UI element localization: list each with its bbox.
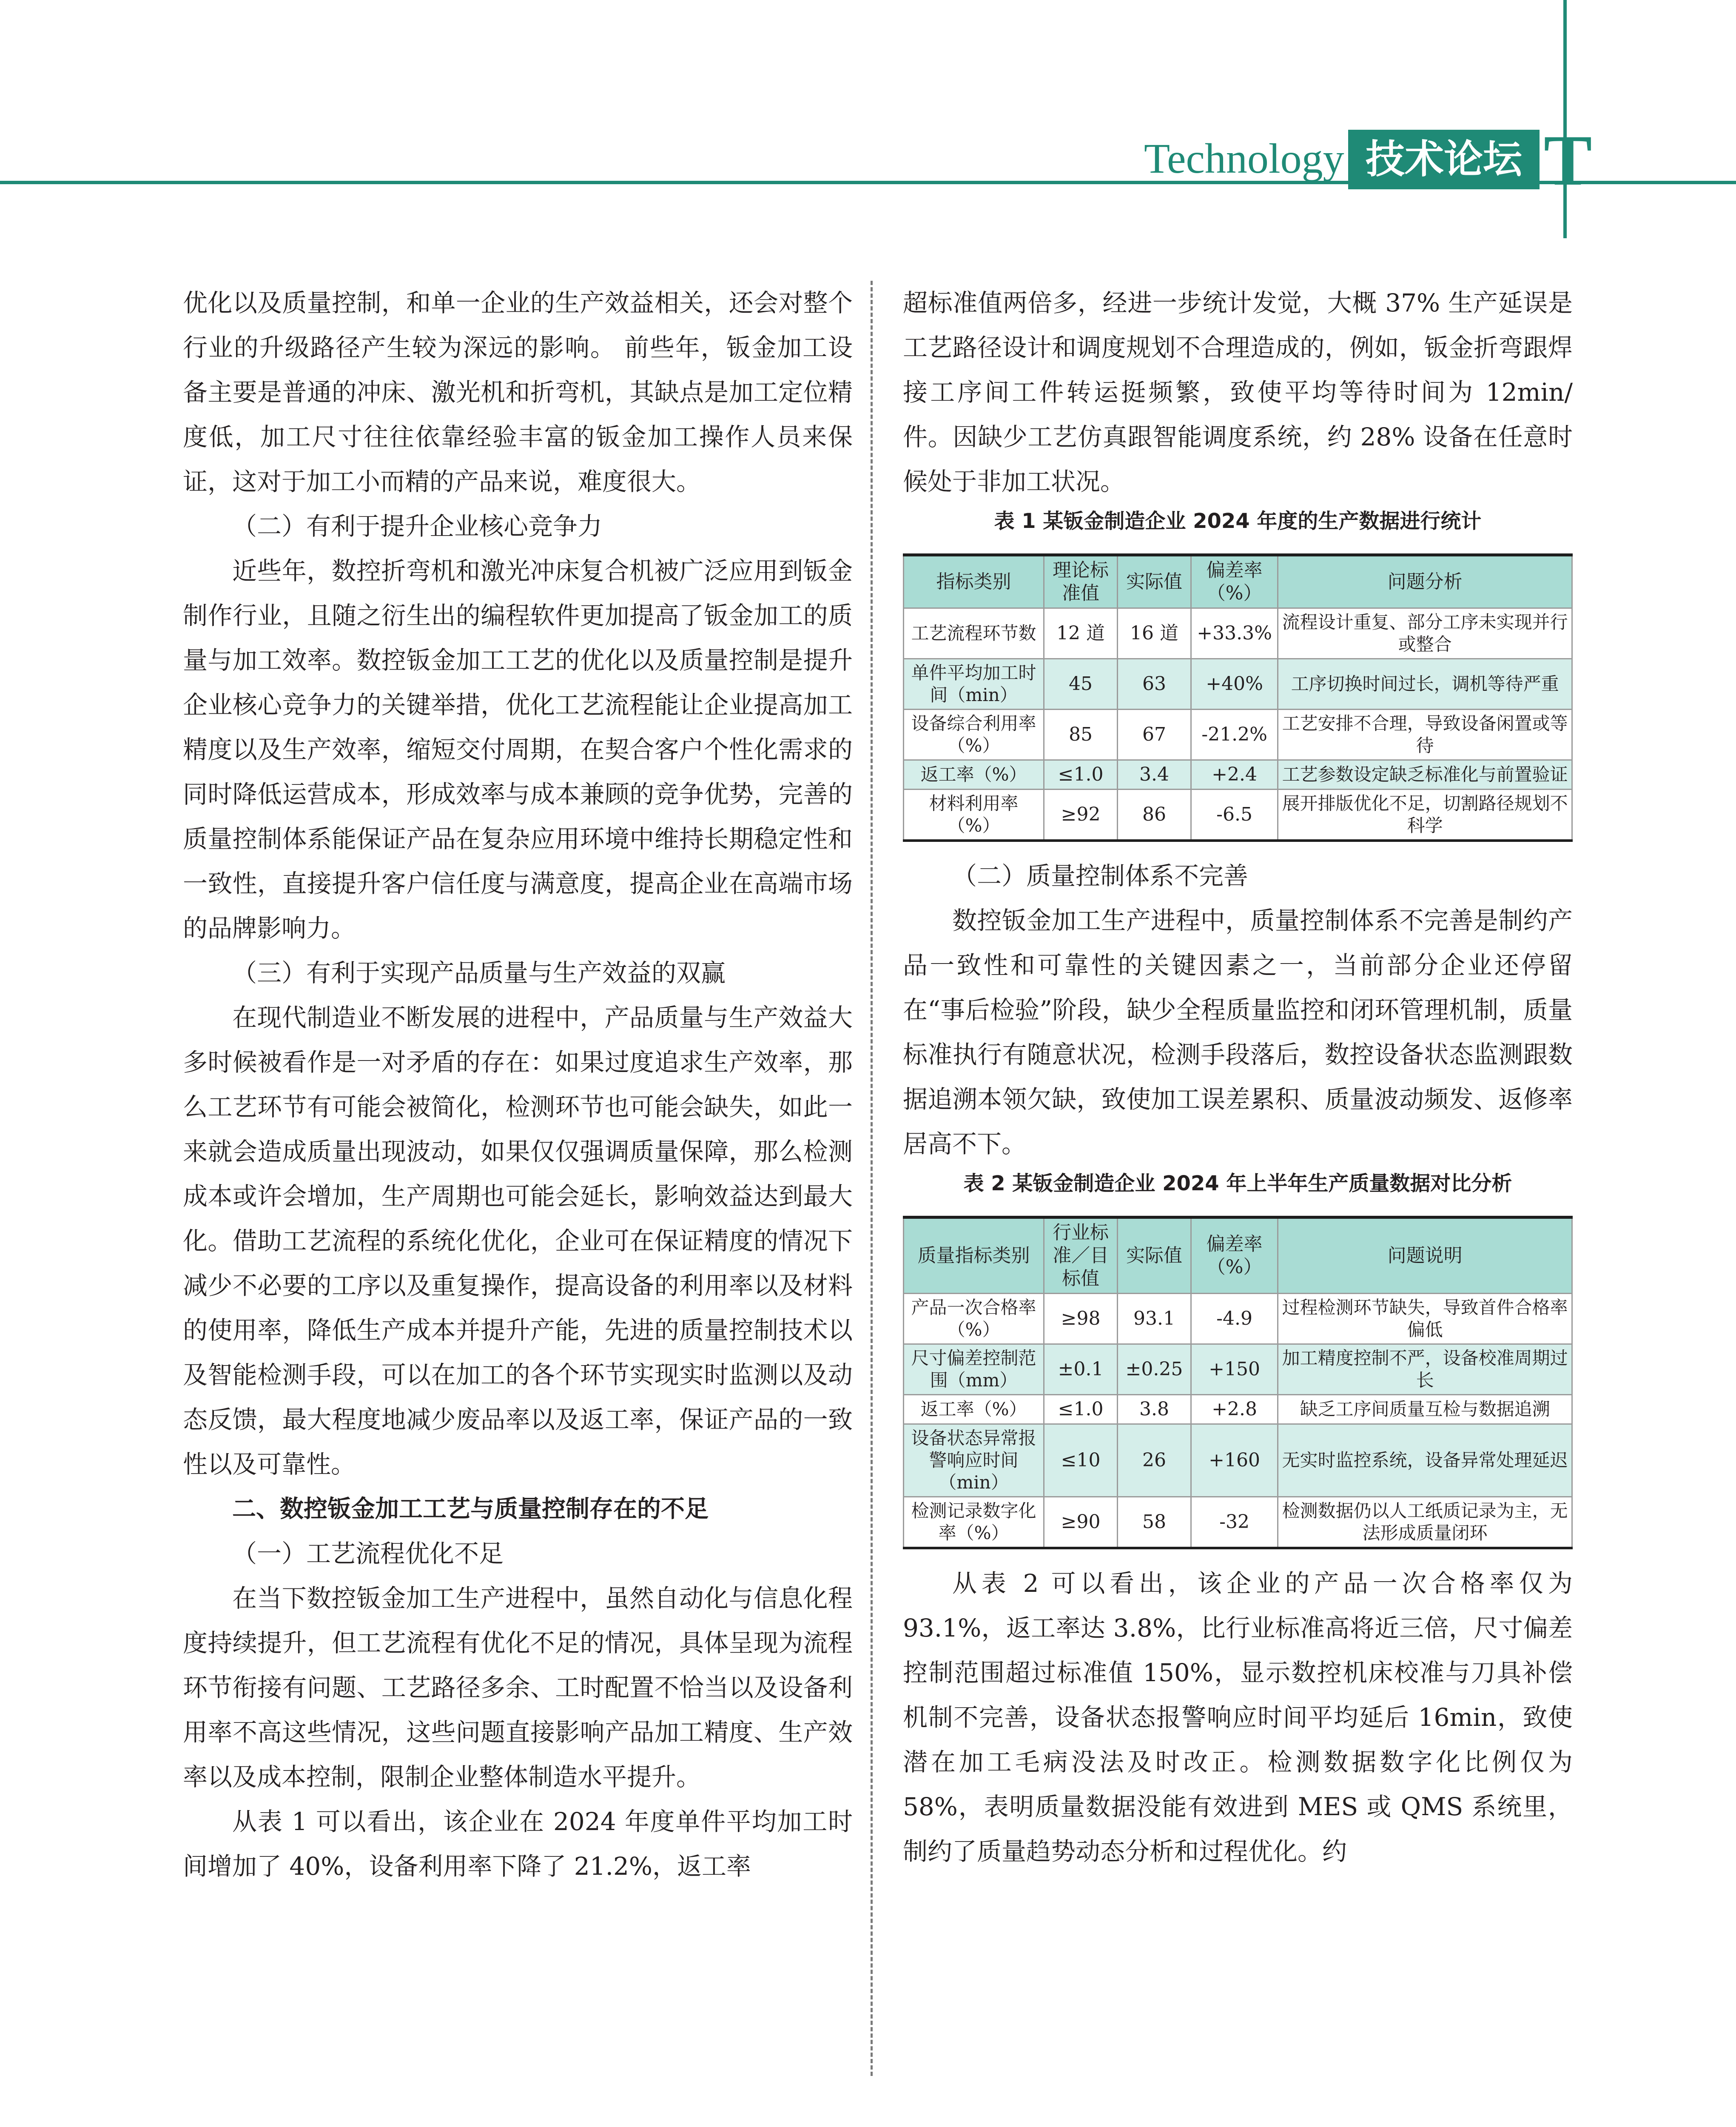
paragraph: 超标准值两倍多，经进一步统计发觉，大概 37% 生产延误是工艺路径设计和调度规划不合理造成的，例如，钣金折弯跟焊接工序间工件转运挺频繁，致使平均等待时间为 12min/ 件。因缺少工艺仿真跟智能调度系统，约 28% 设备在任意时候处于非加工状况。	[903, 288, 1573, 496]
table-row	[904, 1497, 1572, 1548]
table-cell: ±0.25	[1118, 1344, 1191, 1395]
brand-letter: T	[1544, 120, 1592, 200]
paragraph: 近些年，数控折弯机和激光冲床复合机被广泛应用到钣金制作行业，且随之衍生出的编程软件更加提高了钣金加工的质量与加工效率。数控钣金加工工艺的优化以及质量控制是提升企业核心竞争力的关键举措，优化工艺流程能让企业提高加工精度以及生产效率，缩短交付周期，在契合客户个性化需求的同时降低运营成本，形成效率与成本兼顾的竞争优势，完善的质量控制体系能保证产品在复杂应用环境中维持长期稳定性和一致性，直接提升客户信任度与满意度，提高企业在高端市场的品牌影响力。	[183, 556, 853, 943]
table-cell: +2.8	[1191, 1395, 1278, 1424]
paragraph: 从表 1 可以看出，该企业在 2024 年度单件平均加工时间增加了 40%，设备利用率下降了 21.2%，返工率	[183, 1807, 853, 1881]
table-cell: ±0.1	[1044, 1344, 1118, 1395]
table2-header: 质量指标类别	[904, 1217, 1044, 1294]
paragraph: 在当下数控钣金加工生产进程中，虽然自动化与信息化程度持续提升，但工艺流程有优化不足的情况，具体呈现为流程环节衔接有问题、工艺路径多余、工时配置不恰当以及设备利用率不高这些情况，这些问题直接影响产品加工精度、生产效率以及成本控制，限制企业整体制造水平提升。	[183, 1584, 853, 1791]
table-cell: 45	[1044, 659, 1118, 710]
table2-caption: 表 2 某钣金制造企业 2024 年上半年生产质量数据对比分析	[963, 1172, 1512, 1195]
left-column	[183, 281, 853, 1889]
paragraph: 数控钣金加工生产进程中，质量控制体系不完善是制约产品一致性和可靠性的关键因素之一，当前部分企业还停留在“事后检验”阶段，缺少全程质量监控和闭环管理机制，质量标准执行有随意状况，检测手段落后，数控设备状态监测跟数据追溯本领欠缺，致使加工误差累积、质量波动频发、返修率居高不下。	[903, 906, 1573, 1158]
header-vertical-rule	[1563, 0, 1567, 238]
table-cell: ≤1.0	[1044, 1395, 1118, 1424]
table-row	[904, 710, 1572, 760]
table-cell: 过程检测环节缺失，导致首件合格率偏低	[1278, 1294, 1572, 1344]
right-column	[903, 281, 1573, 1874]
table-cell: ≥90	[1044, 1497, 1118, 1548]
table-cell: 86	[1118, 790, 1191, 841]
table-cell: 尺寸偏差控制范围（mm）	[904, 1344, 1044, 1395]
table-cell: 返工率（%）	[904, 760, 1044, 790]
table-cell: 16 道	[1118, 608, 1191, 659]
table1-header: 问题分析	[1278, 555, 1572, 608]
table-cell: -6.5	[1191, 790, 1278, 841]
table-cell: 材料利用率（%）	[904, 790, 1044, 841]
section-heading: 二、数控钣金加工工艺与质量控制存在的不足	[232, 1495, 709, 1523]
table2-header: 实际值	[1118, 1217, 1191, 1294]
table-row	[904, 1294, 1572, 1344]
table-row	[904, 659, 1572, 710]
table-cell: 26	[1118, 1424, 1191, 1497]
table2-header: 偏差率（%）	[1191, 1217, 1278, 1294]
table1-header: 指标类别	[904, 555, 1044, 608]
brand-chinese: 技术论坛	[1348, 130, 1540, 189]
paragraph: 优化以及质量控制，和单一企业的生产效益相关，还会对整个行业的升级路径产生较为深远的影响。 前些年，钣金加工设备主要是普通的冲床、激光机和折弯机，其缺点是加工定位精度低，加工尺寸往往依靠经验丰富的钣金加工操作人员来保证，这对于加工小而精的产品来说，难度很大。	[183, 288, 853, 496]
table-cell: +160	[1191, 1424, 1278, 1497]
table-row	[904, 1395, 1572, 1424]
table1-caption: 表 1 某钣金制造企业 2024 年度的生产数据进行统计	[994, 509, 1482, 533]
table-cell: 单件平均加工时间（min）	[904, 659, 1044, 710]
table2	[903, 1216, 1573, 1549]
table-row	[904, 1424, 1572, 1497]
table-cell: 设备综合利用率（%）	[904, 710, 1044, 760]
table-cell: +33.3%	[1191, 608, 1278, 659]
table-cell: 3.8	[1118, 1395, 1191, 1424]
table-cell: 12 道	[1044, 608, 1118, 659]
table1-header: 偏差率（%）	[1191, 555, 1278, 608]
table-cell: 检测数据仍以人工纸质记录为主，无法形成质量闭环	[1278, 1497, 1572, 1548]
table-cell: 检测记录数字化率（%）	[904, 1497, 1044, 1548]
paragraph: 从表 2 可以看出，该企业的产品一次合格率仅为 93.1%，返工率达 3.8%，比行业标准高将近三倍，尺寸偏差控制范围超过标准值 150%，显示数控机床校准与刀具补偿机制不完善，设备状态报警响应时间平均延后 16min，致使潜在加工毛病没法及时改正。检测数据数字化比例仅为 58%，表明质量数据没能有效进到 MES 或 QMS 系统里，制约了质量趋势动态分析和过程优化。约	[903, 1569, 1573, 1866]
table-cell: +40%	[1191, 659, 1278, 710]
table-cell: -4.9	[1191, 1294, 1278, 1344]
table-cell: 无实时监控系统，设备异常处理延迟	[1278, 1424, 1572, 1497]
table-cell: ≤10	[1044, 1424, 1118, 1497]
subheading: （一）工艺流程优化不足	[232, 1539, 504, 1568]
table2-header: 行业标准／目标值	[1044, 1217, 1118, 1294]
paragraph: 在现代制造业不断发展的进程中，产品质量与生产效益大多时候被看作是一对矛盾的存在：如果过度追求生产效率，那么工艺环节有可能会被简化，检测环节也可能会缺失，如此一来就会造成质量出现波动，如果仅仅强调质量保障，那么检测成本或许会增加，生产周期也可能会延长，影响效益达到最大化。借助工艺流程的系统化优化，企业可在保证精度的情况下减少不必要的工序以及重复操作，提高设备的利用率以及材料的使用率，降低生产成本并提升产能，先进的质量控制技术以及智能检测手段，可以在加工的各个环节实现实时监测以及动态反馈，最大程度地减少废品率以及返工率，保证产品的一致性以及可靠性。	[183, 1003, 853, 1479]
table-row	[904, 608, 1572, 659]
table-cell: ≥98	[1044, 1294, 1118, 1344]
table-cell: -21.2%	[1191, 710, 1278, 760]
table-cell: ≥92	[1044, 790, 1118, 841]
table-cell: 缺乏工序间质量互检与数据追溯	[1278, 1395, 1572, 1424]
table-cell: 67	[1118, 710, 1191, 760]
table-cell: 加工精度控制不严，设备校准周期过长	[1278, 1344, 1572, 1395]
table-cell: 工艺参数设定缺乏标准化与前置验证	[1278, 760, 1572, 790]
table-cell: 返工率（%）	[904, 1395, 1044, 1424]
table-row	[904, 1344, 1572, 1395]
table-cell: 63	[1118, 659, 1191, 710]
table-cell: +150	[1191, 1344, 1278, 1395]
table-cell: 工艺安排不合理，导致设备闲置或等待	[1278, 710, 1572, 760]
table1-header: 实际值	[1118, 555, 1191, 608]
table-cell: 工序切换时间过长，调机等待严重	[1278, 659, 1572, 710]
table1-header: 理论标准值	[1044, 555, 1118, 608]
table-cell: +2.4	[1191, 760, 1278, 790]
table-cell: 85	[1044, 710, 1118, 760]
table-cell: -32	[1191, 1497, 1278, 1548]
brand-english: Technology	[1144, 135, 1344, 182]
table-cell: ≤1.0	[1044, 760, 1118, 790]
subheading: （三）有利于实现产品质量与生产效益的双赢	[232, 958, 726, 987]
table-row	[904, 760, 1572, 790]
table-cell: 流程设计重复、部分工序未实现并行或整合	[1278, 608, 1572, 659]
table-cell: 58	[1118, 1497, 1191, 1548]
table-cell: 93.1	[1118, 1294, 1191, 1344]
table2-header: 问题说明	[1278, 1217, 1572, 1294]
table-cell: 设备状态异常报警响应时间（min）	[904, 1424, 1044, 1497]
table-cell: 产品一次合格率（%）	[904, 1294, 1044, 1344]
subheading: （二）有利于提升企业核心竞争力	[232, 512, 603, 541]
table-cell: 展开排版优化不足，切割路径规划不科学	[1278, 790, 1572, 841]
table-cell: 工艺流程环节数	[904, 608, 1044, 659]
subheading: （二）质量控制体系不完善	[952, 861, 1249, 890]
table-row	[904, 790, 1572, 841]
table1	[903, 553, 1573, 842]
table-cell: 3.4	[1118, 760, 1191, 790]
column-divider	[871, 281, 873, 2076]
